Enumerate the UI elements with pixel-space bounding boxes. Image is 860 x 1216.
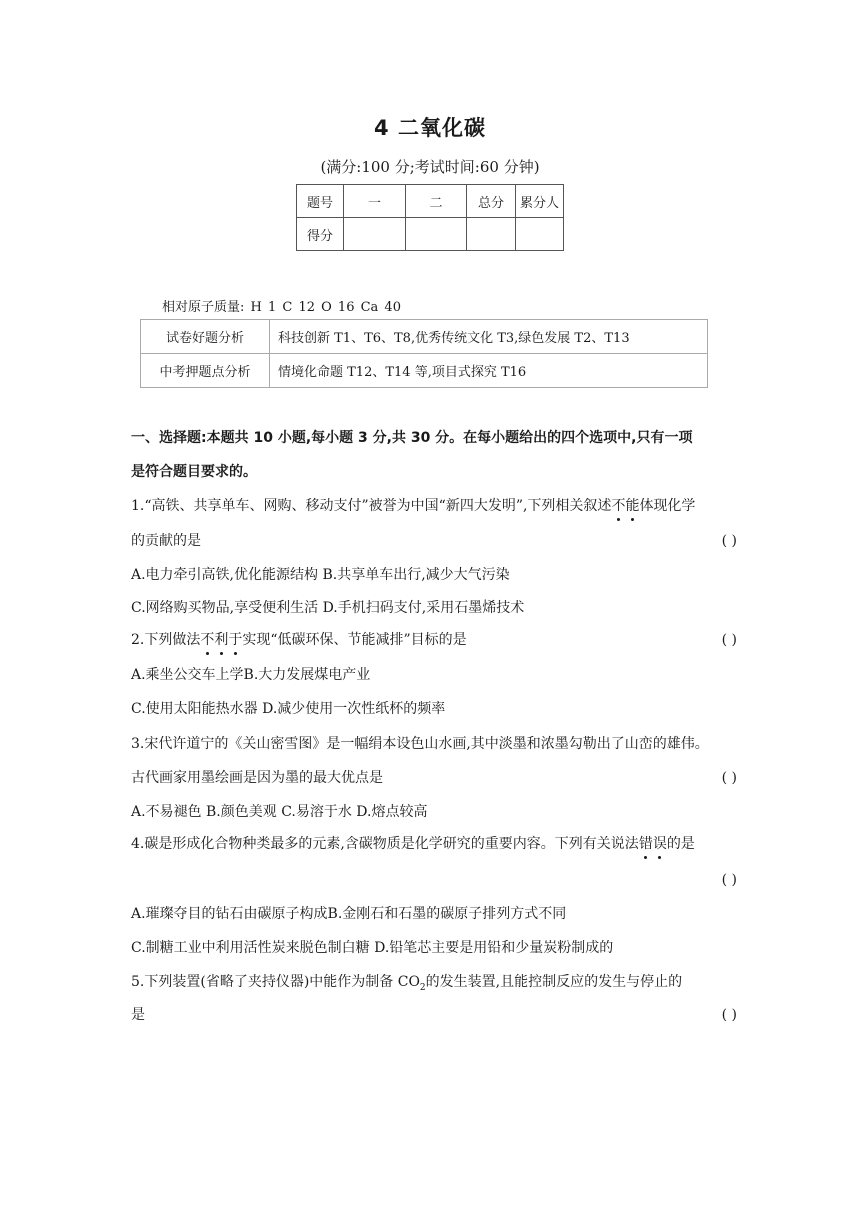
section-heading-line-1: 一、选择题:本题共 10 小题,每小题 3 分,共 30 分。在每小题给出的四个选项中,只有一项 <box>131 430 693 446</box>
score-cell <box>467 218 516 251</box>
analysis-table <box>140 319 708 388</box>
question-3-options: A.不易褪色 B.颜色美观 C.易溶于水 D.熔点较高 <box>131 804 428 820</box>
question-4-stem <box>131 834 737 854</box>
emphasis-char: 不 <box>611 498 626 514</box>
score-cell <box>344 218 406 251</box>
question-2-text-end: 实现“低碳环保、节能减排”目标的是 <box>242 632 467 648</box>
score-table-score-row <box>297 218 564 251</box>
question-1-text-end: 体现化学 <box>639 498 696 514</box>
page-title: 4 二氧化碳 <box>374 116 486 140</box>
question-5-stem <box>131 972 737 998</box>
score-header-cell: 题号 <box>297 185 344 218</box>
answer-bracket: ( ) <box>721 1007 737 1023</box>
analysis-row <box>141 354 708 388</box>
score-row-label: 得分 <box>297 218 344 251</box>
question-4-options-cd: C.制糖工业中利用活性炭来脱色制白糖 D.铅笔芯主要是用铅和少量炭粉制成的 <box>131 940 614 956</box>
analysis-value: 情境化命题 T12、T14 等,项目式探究 T16 <box>270 354 708 388</box>
question-3-text-2: 古代画家用墨绘画是因为墨的最大优点是 <box>131 770 383 786</box>
question-2-options-cd: C.使用太阳能热水器 D.减少使用一次性纸杯的频率 <box>131 701 446 717</box>
score-table <box>296 184 564 251</box>
analysis-value: 科技创新 T1、T6、T8,优秀传统文化 T3,绿色发展 T2、T13 <box>270 320 708 354</box>
question-1-text: 1.“高铁、共享单车、网购、移动支付”被誉为中国“新四大发明”,下列相关叙述 <box>131 498 612 514</box>
exam-info: (满分:100 分;考试时间:60 分钟) <box>320 158 540 176</box>
question-3-stem: 3.宋代许道宁的《关山密雪图》是一幅绢本设色山水画,其中淡墨和浓墨勾勒出了山峦的雄伟。 <box>131 736 709 752</box>
question-4-text: 4.碳是形成化合物种类最多的元素,含碳物质是化学研究的重要内容。下列有关说法 <box>131 836 639 852</box>
question-5-text-end: 的发生装置,且能控制反应的发生与停止的 <box>425 974 683 990</box>
answer-bracket: ( ) <box>721 632 737 648</box>
question-1-stem-line-2 <box>131 531 737 551</box>
emphasis-char: 利 <box>214 632 229 648</box>
score-header-cell: 一 <box>344 185 406 218</box>
emphasis-char: 误 <box>652 836 667 852</box>
question-1-text-2: 的贡献的是 <box>131 533 201 549</box>
emphasis-char: 不 <box>200 632 215 648</box>
question-2-text: 2.下列做法 <box>131 632 201 648</box>
score-cell <box>406 218 467 251</box>
atomic-mass-line: 相对原子质量: H 1 C 12 O 16 Ca 40 <box>162 300 401 315</box>
question-5-stem-line-2 <box>131 1005 737 1025</box>
question-2-options-ab: A.乘坐公交车上学B.大力发展煤电产业 <box>131 667 371 683</box>
question-4-options-ab: A.璀璨夺目的钻石由碳原子构成B.金刚石和石墨的碳原子排列方式不同 <box>131 906 567 922</box>
question-5-text-2: 是 <box>131 1007 145 1023</box>
score-cell <box>516 218 564 251</box>
score-table-header-row <box>297 185 564 218</box>
score-header-cell: 累分人 <box>516 185 564 218</box>
question-2-stem <box>131 630 737 650</box>
score-header-cell: 总分 <box>467 185 516 218</box>
emphasis-char: 能 <box>625 498 640 514</box>
section-heading-line-2: 是符合题目要求的。 <box>131 464 257 480</box>
subscript: 2 <box>419 982 426 993</box>
answer-bracket: ( ) <box>721 770 737 786</box>
analysis-row <box>141 320 708 354</box>
question-1-stem <box>131 496 737 516</box>
question-5-text: 5.下列装置(省略了夹持仪器)中能作为制备 CO <box>131 974 420 990</box>
emphasis-char: 于 <box>228 632 243 648</box>
question-4-text-end: 的是 <box>666 836 695 852</box>
answer-bracket: ( ) <box>721 533 737 549</box>
question-3-stem-line-2 <box>131 768 737 788</box>
question-1-options-cd: C.网络购买物品,享受便利生活 D.手机扫码支付,采用石墨烯技术 <box>131 600 525 616</box>
analysis-label: 试卷好题分析 <box>141 320 270 354</box>
score-header-cell: 二 <box>406 185 467 218</box>
emphasis-char: 错 <box>638 836 653 852</box>
question-1-options-ab: A.电力牵引高铁,优化能源结构 B.共享单车出行,减少大气污染 <box>131 567 510 583</box>
answer-bracket: ( ) <box>721 872 737 888</box>
analysis-label: 中考押题点分析 <box>141 354 270 388</box>
